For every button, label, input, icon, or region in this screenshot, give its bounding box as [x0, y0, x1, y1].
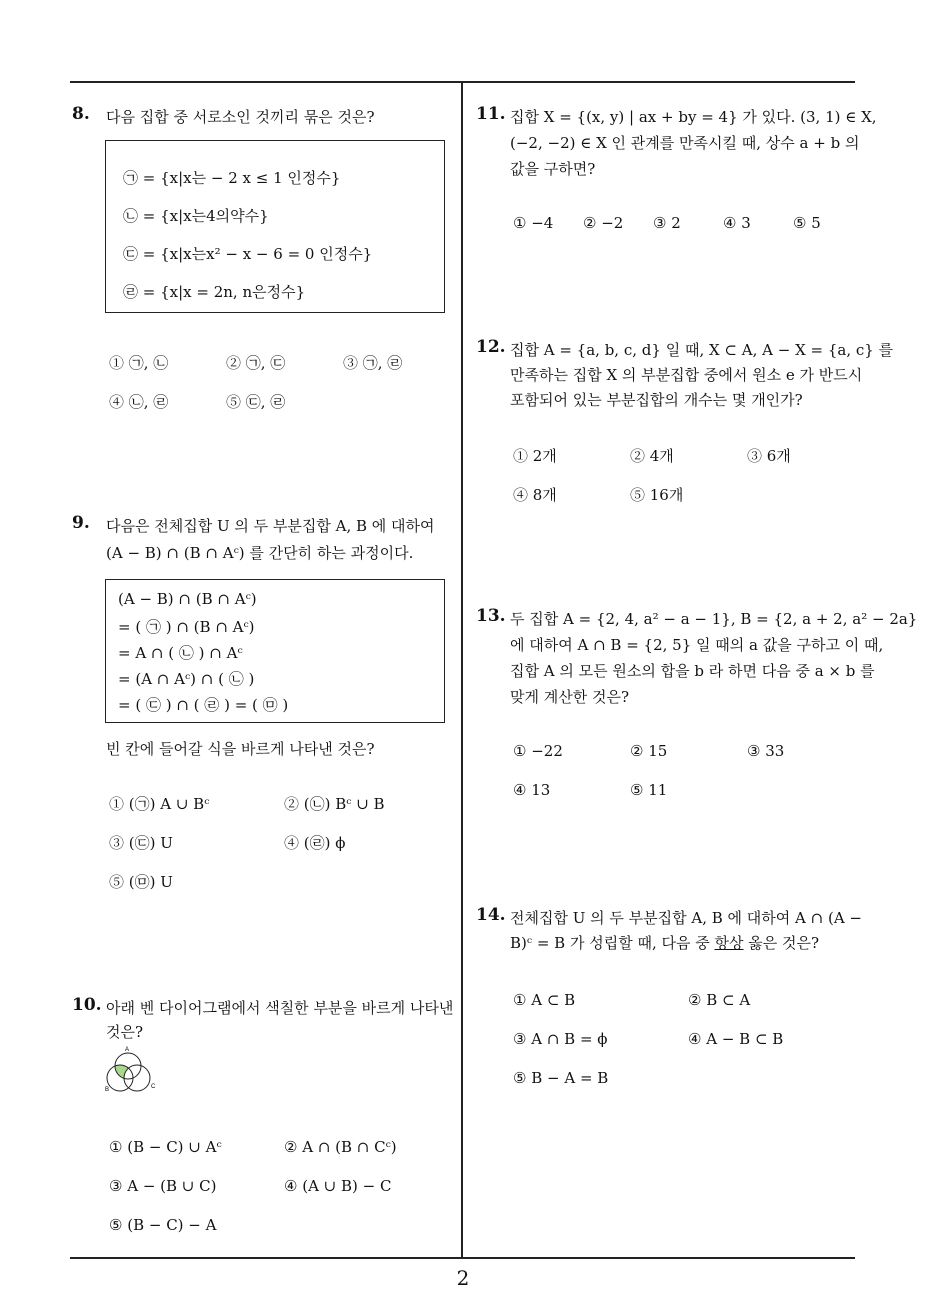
box-line: = (A ∩ Aᶜ) ∩ ( ㉡ )	[118, 670, 255, 688]
question-text-line: 아래 벤 다이어그램에서 색칠한 부분을 바르게 나타낸	[106, 999, 454, 1017]
option-3[interactable]: ③ ㉠, ㉣	[343, 354, 403, 372]
question-text-line: 포함되어 있는 부분집합의 개수는 몇 개인가?	[510, 391, 803, 409]
process-box	[105, 579, 445, 723]
box-line: ㉢ = {x|x는x² − x − 6 = 0 인정수}	[123, 245, 373, 263]
text-segment: 옳은 것은?	[743, 934, 820, 952]
option-4[interactable]: ④ (A ∪ B) − C	[284, 1177, 392, 1195]
option-5[interactable]: ⑤ (㉤) U	[109, 873, 173, 891]
question-number: 11.	[476, 104, 506, 124]
box-line: ㉠ = {x|x는 − 2 x ≤ 1 인정수}	[123, 169, 341, 187]
bottom-rule	[70, 1257, 855, 1259]
text-segment: B)ᶜ = B 가 성립할 때, 다음 중	[510, 934, 715, 952]
option-5[interactable]: ⑤ 11	[630, 781, 668, 799]
question-text-line: 집합 A 의 모든 원소의 합을 b 라 하면 다음 중 a × b 를	[510, 662, 875, 680]
venn-label-a: A	[125, 1047, 130, 1053]
option-2[interactable]: ② 15	[630, 742, 668, 760]
question-text-line: 두 집합 A = {2, 4, a² − a − 1}, B = {2, a + 2, a² − 2a}	[510, 610, 918, 628]
option-5[interactable]: ⑤ (B − C) − A	[109, 1216, 217, 1234]
option-4[interactable]: ④ ㉡, ㉣	[109, 393, 169, 411]
venn-diagram	[102, 1043, 164, 1099]
option-1[interactable]: ① 2개	[513, 447, 557, 465]
option-1[interactable]: ① −22	[513, 742, 563, 760]
option-4[interactable]: ④ 3	[723, 214, 751, 232]
question-text-line: 값을 구하면?	[510, 160, 596, 178]
venn-label-c: C	[151, 1084, 156, 1090]
option-3[interactable]: ③ 2	[653, 214, 681, 232]
box-line: ㉡ = {x|x는4의약수}	[123, 207, 269, 225]
question-11	[476, 104, 877, 234]
option-2[interactable]: ② 4개	[630, 447, 674, 465]
question-text-line: 에 대하여 A ∩ B = {2, 5} 일 때의 a 값을 구하고 이 때,	[510, 636, 884, 654]
option-2[interactable]: ② −2	[583, 214, 624, 232]
option-1[interactable]: ① A ⊂ B	[513, 991, 576, 1009]
question-text-line: 것은?	[106, 1023, 144, 1041]
question-number: 12.	[476, 337, 506, 357]
option-3[interactable]: ③ A − (B ∪ C)	[109, 1177, 217, 1195]
option-5[interactable]: ⑤ 5	[793, 214, 821, 232]
question-number: 8.	[72, 104, 90, 124]
option-2[interactable]: ② ㉠, ㉢	[226, 354, 286, 372]
question-text: 다음 집합 중 서로소인 것끼리 묶은 것은?	[106, 108, 375, 126]
option-2[interactable]: ② A ∩ (B ∩ Cᶜ)	[284, 1138, 397, 1156]
question-number: 9.	[72, 513, 90, 533]
option-1[interactable]: ① (B − C) ∪ Aᶜ	[109, 1138, 222, 1156]
box-line: = ( ㉢ ) ∩ ( ㉣ ) = ( ㉤ )	[118, 696, 289, 714]
question-number: 14.	[476, 905, 506, 925]
page-number: 2	[456, 1266, 470, 1290]
sub-question: 빈 칸에 들어갈 식을 바르게 나타낸 것은?	[106, 740, 375, 758]
option-4[interactable]: ④ (㉣) ϕ	[284, 834, 346, 852]
option-4[interactable]: ④ A − B ⊂ B	[688, 1030, 784, 1048]
question-text-line	[510, 930, 819, 957]
question-text-line: 집합 A = {a, b, c, d} 일 때, X ⊂ A, A − X = {a, c} 를	[510, 341, 894, 359]
column-divider	[461, 83, 463, 1257]
question-text-line: (−2, −2) ∈ X 인 관계를 만족시킬 때, 상수 a + b 의	[510, 134, 860, 152]
option-3[interactable]: ③ 33	[747, 742, 785, 760]
box-line: = A ∩ ( ㉡ ) ∩ Aᶜ	[118, 644, 243, 662]
option-5[interactable]: ⑤ 16개	[630, 486, 684, 504]
question-text-line: 다음은 전체집합 U 의 두 부분집합 A, B 에 대하여	[106, 517, 435, 535]
question-text-line: 집합 X = {(x, y) | ax + by = 4} 가 있다. (3, 1) ∈ X,	[510, 108, 877, 126]
question-text-line: 전체집합 U 의 두 부분집합 A, B 에 대하여 A ∩ (A −	[510, 909, 862, 927]
box-line: (A − B) ∩ (B ∩ Aᶜ)	[118, 590, 257, 608]
option-2[interactable]: ② (㉡) Bᶜ ∪ B	[284, 795, 385, 813]
option-1[interactable]: ① −4	[513, 214, 554, 232]
option-2[interactable]: ② B ⊂ A	[688, 991, 751, 1009]
question-number: 13.	[476, 606, 506, 626]
emphasis-underlined: 항상	[714, 934, 744, 952]
question-number: 10.	[72, 995, 102, 1015]
question-text-line: (A − B) ∩ (B ∩ Aᶜ) 를 간단히 하는 과정이다.	[106, 544, 414, 562]
question-12	[476, 337, 894, 507]
option-1[interactable]: ① (㉠) A ∪ Bᶜ	[109, 795, 210, 813]
question-13	[476, 606, 918, 806]
option-4[interactable]: ④ 8개	[513, 486, 557, 504]
option-4[interactable]: ④ 13	[513, 781, 551, 799]
definition-box	[105, 140, 445, 313]
option-1[interactable]: ① ㉠, ㉡	[109, 354, 169, 372]
option-5[interactable]: ⑤ B − A = B	[513, 1069, 609, 1087]
box-line: = ( ㉠ ) ∩ (B ∩ Aᶜ)	[118, 618, 255, 636]
venn-label-b: B	[105, 1087, 110, 1093]
question-14	[476, 905, 862, 1095]
option-3[interactable]: ③ (㉢) U	[109, 834, 173, 852]
question-text-line: 만족하는 집합 X 의 부분집합 중에서 원소 e 가 반드시	[510, 366, 863, 384]
question-text-line: 맞게 계산한 것은?	[510, 688, 630, 706]
question-10	[72, 995, 457, 1240]
question-9	[72, 513, 457, 893]
question-8	[72, 104, 452, 424]
box-line: ㉣ = {x|x = 2n, n은정수}	[123, 283, 306, 301]
option-3[interactable]: ③ A ∩ B = ϕ	[513, 1030, 608, 1048]
option-5[interactable]: ⑤ ㉢, ㉣	[226, 393, 286, 411]
option-3[interactable]: ③ 6개	[747, 447, 791, 465]
